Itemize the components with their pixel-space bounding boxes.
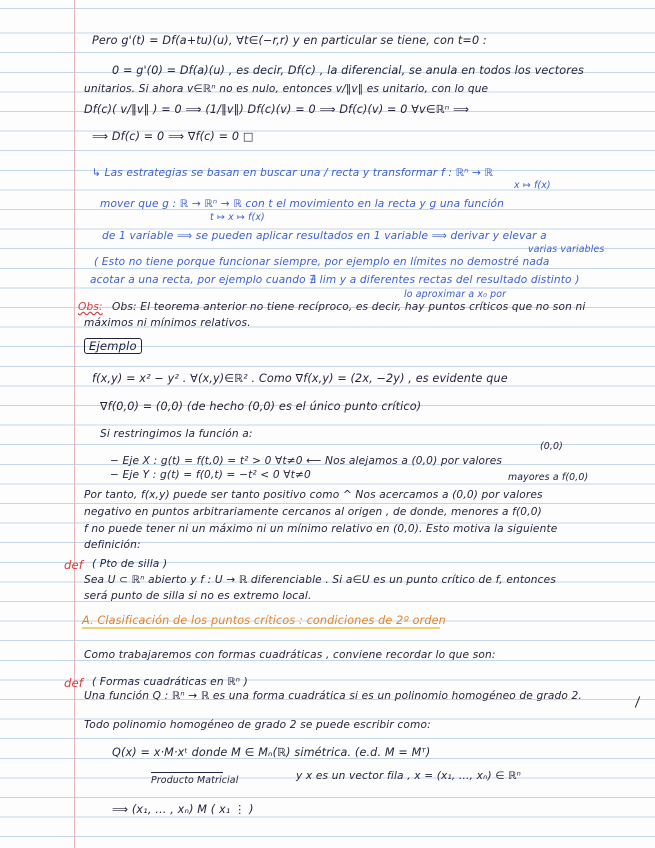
proof-conclusion: ⟹ Df(c) = 0 ⟹ ∇f(c) = 0 □: [92, 130, 254, 143]
observation-text-2: máximos ni mínimos relativos.: [84, 317, 251, 329]
quadratic-title: ( Formas cuadráticas en ℝⁿ ): [92, 676, 248, 688]
observation-text: [106, 301, 110, 313]
product-underline: [151, 772, 223, 773]
observation-line-1: [78, 301, 110, 313]
strategy-note: varias variables: [528, 244, 605, 255]
proof-line-3: unitarios. Si ahora v∈ℝⁿ no es nulo, entonces v/‖v‖ es unitario, con lo que: [84, 83, 489, 95]
section-highlight: [82, 627, 440, 629]
margin-tick: [635, 696, 640, 708]
obs-label: Obs:: [78, 301, 103, 313]
strategy-line-2: mover que g : ℝ → ℝⁿ → ℝ con t el movimiento en la recta y g una función: [100, 198, 504, 210]
conclusion-line-4: definición:: [84, 539, 141, 551]
matrix-product-label: Producto Matricial: [151, 775, 239, 786]
conclusion-line-3: f no puede tener ni un máximo ni un mínimo relativo en (0,0). Esto motiva la siguiente: [84, 523, 558, 535]
conclusion-line-2: negativo en puntos arbitrariamente cercanos al origen , de donde, menores a f(0,0): [84, 506, 542, 518]
quadratic-intro: Como trabajaremos con formas cuadráticas , conviene recordar lo que son:: [84, 649, 496, 661]
proof-line-4: Df(c)( v/‖v‖ ) = 0 ⟹ (1/‖v‖) Df(c)(v) = 0 ⟹ Df(c)(v) = 0 ∀v∈ℝⁿ ⟹: [84, 103, 470, 116]
strategy-map-arrow: x ↦ f(x): [514, 180, 551, 191]
axis-y-restriction: − Eje Y : g(t) = f(0,t) = −t² < 0 ∀t≠0: [110, 469, 311, 481]
homogeneous-intro: Todo polinomio homogéneo de grado 2 se puede escribir como:: [84, 719, 431, 731]
saddle-def-1: Sea U ⊂ ℝⁿ abierto y f : U → ℝ diferenciable . Si a∈U es un punto crítico de f, entonces: [84, 574, 556, 586]
strategy-caveat-note: lo aproximar a x₀ por: [404, 289, 507, 300]
strategy-line-3: de 1 variable ⟹ se pueden aplicar resultados en 1 variable ⟹ derivar y elevar a: [102, 230, 547, 242]
section-heading: A. Clasificación de los puntos críticos : condiciones de 2º orden: [82, 614, 446, 627]
saddle-def-2: será punto de silla si no es extremo local.: [84, 590, 312, 602]
observation-text-1: Obs: El teorema anterior no tiene recíproco, es decir, hay puntos críticos que no son ni: [112, 301, 586, 313]
quadratic-def: Una función Q : ℝⁿ → ℝ es una forma cuadrática si es un polinomio homogéneo de grado 2.: [84, 690, 582, 702]
strategy-line-1: ↳ Las estrategias se basan en buscar una / recta y transformar f : ℝⁿ → ℝ: [92, 167, 494, 179]
strategy-caveat-2: acotar a una recta, por ejemplo cuando ∄ lim y a diferentes rectas del resultado distinto ): [90, 274, 580, 286]
conclusion-line-1: Por tanto, f(x,y) puede ser tanto positivo como ^ Nos acercamos a (0,0) por valores: [84, 489, 543, 501]
vector-row-note: y x es un vector fila , x = (x₁, …, xₙ) ∈ ℝⁿ: [296, 770, 522, 782]
proof-line-1: Pero g'(t) = Df(a+tu)(u), ∀t∈(−r,r) y en particular se tiene, con t=0 :: [92, 34, 487, 47]
def-label-quadratic: def: [64, 676, 84, 690]
saddle-title: ( Pto de silla ): [92, 558, 168, 570]
quadratic-matrix-form: Q(x) = x·M·xᵗ donde M ∈ Mₙ(ℝ) simétrica. (e.d. M = Mᵀ): [112, 746, 431, 759]
matrix-expansion: ⟹ (x₁, … , xₙ) M ( x₁ ⋮ ): [112, 803, 254, 816]
strategy-caveat-1: ( Esto no tiene porque funcionar siempre, por ejemplo en límites no demostré nada: [94, 256, 550, 268]
example-restrict: Si restringimos la función a:: [100, 428, 253, 440]
origin-label: (0,0): [540, 441, 563, 452]
example-gradient: ∇f(0,0) = (0,0) (de hecho (0,0) es el único punto crítico): [100, 400, 422, 413]
proof-line-2: 0 = g'(0) = Df(a)(u) , es decir, Df(c) , la diferencial, se anula en todos los vectores: [112, 64, 584, 77]
example-function: f(x,y) = x² − y² . ∀(x,y)∈ℝ² . Como ∇f(x,y) = (2x, −2y) , es evidente que: [92, 372, 508, 385]
def-label-saddle: def: [64, 558, 84, 572]
axis-x-restriction: − Eje X : g(t) = f(t,0) = t² > 0 ∀t≠0 ⟵ Nos alejamos a (0,0) por valores: [110, 455, 503, 467]
margin-line: [74, 0, 75, 848]
axis-x-note: mayores a f(0,0): [508, 472, 589, 483]
example-heading: Ejemplo: [84, 339, 142, 353]
strategy-composition: t ↦ x ↦ f(x): [210, 212, 265, 223]
